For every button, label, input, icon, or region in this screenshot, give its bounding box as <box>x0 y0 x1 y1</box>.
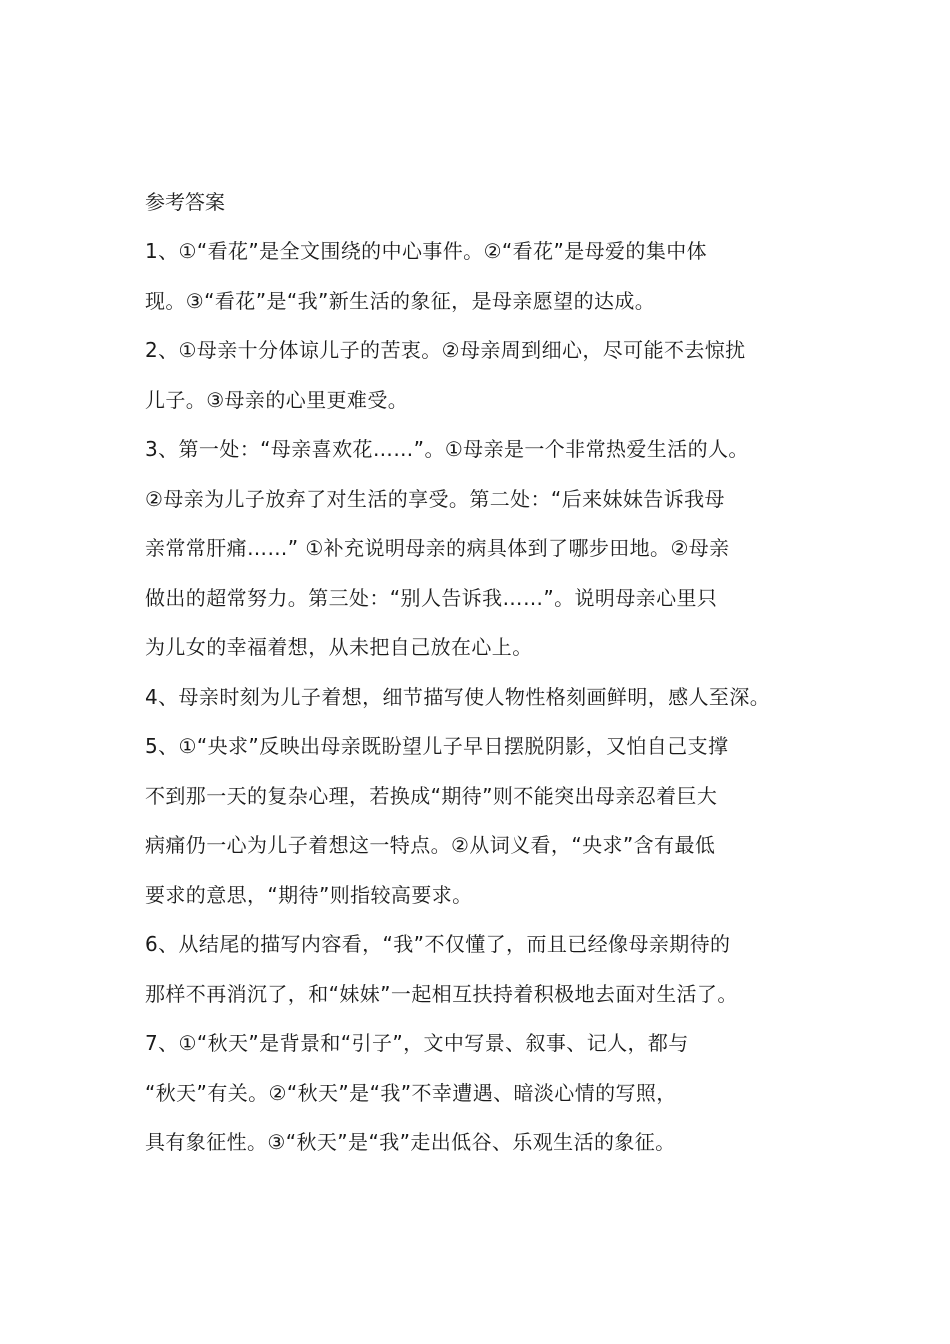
text-line: 儿子。③母亲的心里更难受。 <box>145 387 409 412</box>
text-line: 4、母亲时刻为儿子着想，细节描写使人物性格刻画鲜明，感人至深。 <box>145 684 771 709</box>
text-line: 那样不再消沉了，和“妹妹”一起相互扶持着积极地去面对生活了。 <box>145 981 738 1006</box>
text-line: 病痛仍一心为儿子着想这一特点。②从词义看，“央求”含有最低 <box>145 833 716 857</box>
text-line: 具有象征性。③“秋天”是“我”走出低谷、乐观生活的象征。 <box>145 1130 676 1154</box>
answer-section <box>145 178 835 1168</box>
text-line: 2、①母亲十分体谅儿子的苦衷。②母亲周到细心，尽可能不去惊扰 <box>145 338 746 362</box>
text-line: 7、①“秋天”是背景和“引子”，文中写景、叙事、记人，都与 <box>145 1031 689 1055</box>
text-line: 6、从结尾的描写内容看，“我”不仅懂了，而且已经像母亲期待的 <box>145 932 731 956</box>
text-line: 不到那一天的复杂心理，若换成“期待”则不能突出母亲忍着巨大 <box>145 783 718 808</box>
page-title: 参考答案 <box>145 190 225 214</box>
text-line: 亲常常肝痛……” ①补充说明母亲的病具体到了哪步田地。②母亲 <box>145 536 730 560</box>
text-line: 要求的意思，“期待”则指较高要求。 <box>145 882 473 907</box>
text-line: 为儿女的幸福着想，从未把自己放在心上。 <box>145 635 533 659</box>
text-line: 现。③“看花”是“我”新生活的象征，是母亲愿望的达成。 <box>145 288 656 313</box>
text-line: ②母亲为儿子放弃了对生活的享受。第二处：“后来妹妹告诉我母 <box>145 486 725 511</box>
text-line: 3、第一处：“母亲喜欢花……”。①母亲是一个非常热爱生活的人。 <box>145 437 749 461</box>
text-line: 5、①“央求”反映出母亲既盼望儿子早日摆脱阴影，又怕自己支撑 <box>145 734 729 758</box>
text-line: 做出的超常努力。第三处：“别人告诉我……”。说明母亲心里只 <box>145 585 718 610</box>
text-line: “秋天”有关。②“秋天”是“我”不幸遭遇、暗淡心情的写照， <box>145 1080 677 1105</box>
text-line: 1、①“看花”是全文围绕的中心事件。②“看花”是母爱的集中体 <box>145 239 708 263</box>
